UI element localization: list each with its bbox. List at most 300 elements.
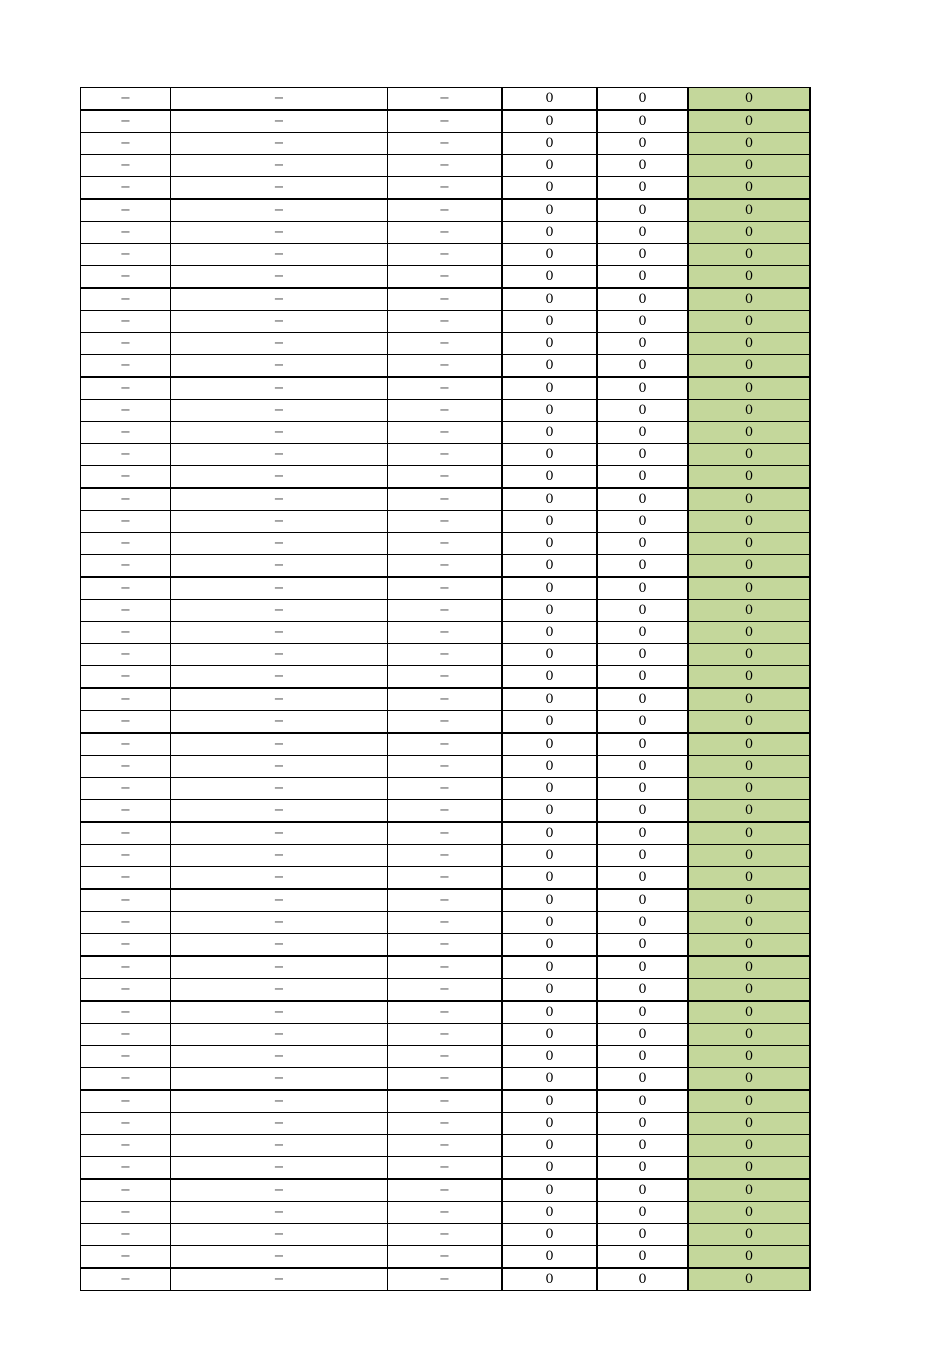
- code-cell[interactable]: −: [388, 1046, 503, 1068]
- code-cell[interactable]: −: [388, 577, 503, 600]
- code-cell[interactable]: −: [388, 1024, 503, 1046]
- quantity-a-cell[interactable]: 0: [502, 622, 597, 644]
- name-cell[interactable]: −: [171, 733, 388, 756]
- quantity-b-cell[interactable]: 0: [597, 889, 688, 912]
- code-cell[interactable]: −: [388, 1268, 503, 1291]
- name-cell[interactable]: −: [171, 422, 388, 444]
- name-cell[interactable]: −: [171, 222, 388, 244]
- id-cell[interactable]: −: [81, 1068, 171, 1091]
- code-cell[interactable]: −: [388, 1090, 503, 1113]
- total-cell[interactable]: 0: [688, 311, 810, 333]
- id-cell[interactable]: −: [81, 355, 171, 378]
- total-cell[interactable]: 0: [688, 577, 810, 600]
- name-cell[interactable]: −: [171, 266, 388, 289]
- code-cell[interactable]: −: [388, 444, 503, 466]
- code-cell[interactable]: −: [388, 266, 503, 289]
- total-cell[interactable]: 0: [688, 1157, 810, 1180]
- total-cell[interactable]: 0: [688, 1024, 810, 1046]
- quantity-b-cell[interactable]: 0: [597, 666, 688, 689]
- id-cell[interactable]: −: [81, 110, 171, 133]
- quantity-a-cell[interactable]: 0: [502, 1246, 597, 1269]
- quantity-a-cell[interactable]: 0: [502, 577, 597, 600]
- quantity-b-cell[interactable]: 0: [597, 756, 688, 778]
- quantity-a-cell[interactable]: 0: [502, 822, 597, 845]
- name-cell[interactable]: −: [171, 644, 388, 666]
- id-cell[interactable]: −: [81, 1024, 171, 1046]
- quantity-a-cell[interactable]: 0: [502, 422, 597, 444]
- id-cell[interactable]: −: [81, 1202, 171, 1224]
- total-cell[interactable]: 0: [688, 511, 810, 533]
- quantity-b-cell[interactable]: 0: [597, 377, 688, 400]
- id-cell[interactable]: −: [81, 666, 171, 689]
- total-cell[interactable]: 0: [688, 222, 810, 244]
- code-cell[interactable]: −: [388, 688, 503, 711]
- total-cell[interactable]: 0: [688, 1202, 810, 1224]
- total-cell[interactable]: 0: [688, 133, 810, 155]
- id-cell[interactable]: −: [81, 956, 171, 979]
- quantity-b-cell[interactable]: 0: [597, 1224, 688, 1246]
- quantity-b-cell[interactable]: 0: [597, 1001, 688, 1024]
- total-cell[interactable]: 0: [688, 266, 810, 289]
- code-cell[interactable]: −: [388, 511, 503, 533]
- total-cell[interactable]: 0: [688, 1135, 810, 1157]
- name-cell[interactable]: −: [171, 1068, 388, 1091]
- name-cell[interactable]: −: [171, 488, 388, 511]
- quantity-b-cell[interactable]: 0: [597, 355, 688, 378]
- name-cell[interactable]: −: [171, 1090, 388, 1113]
- quantity-a-cell[interactable]: 0: [502, 199, 597, 222]
- name-cell[interactable]: −: [171, 912, 388, 934]
- total-cell[interactable]: 0: [688, 244, 810, 266]
- id-cell[interactable]: −: [81, 688, 171, 711]
- id-cell[interactable]: −: [81, 244, 171, 266]
- name-cell[interactable]: −: [171, 666, 388, 689]
- code-cell[interactable]: −: [388, 333, 503, 355]
- quantity-a-cell[interactable]: 0: [502, 533, 597, 555]
- name-cell[interactable]: −: [171, 555, 388, 578]
- total-cell[interactable]: 0: [688, 555, 810, 578]
- quantity-b-cell[interactable]: 0: [597, 155, 688, 177]
- quantity-b-cell[interactable]: 0: [597, 400, 688, 422]
- quantity-b-cell[interactable]: 0: [597, 1246, 688, 1269]
- quantity-b-cell[interactable]: 0: [597, 577, 688, 600]
- name-cell[interactable]: −: [171, 400, 388, 422]
- code-cell[interactable]: −: [388, 733, 503, 756]
- name-cell[interactable]: −: [171, 800, 388, 823]
- code-cell[interactable]: −: [388, 1246, 503, 1269]
- total-cell[interactable]: 0: [688, 288, 810, 311]
- quantity-a-cell[interactable]: 0: [502, 934, 597, 957]
- quantity-b-cell[interactable]: 0: [597, 644, 688, 666]
- total-cell[interactable]: 0: [688, 867, 810, 890]
- name-cell[interactable]: −: [171, 956, 388, 979]
- quantity-a-cell[interactable]: 0: [502, 867, 597, 890]
- code-cell[interactable]: −: [388, 533, 503, 555]
- id-cell[interactable]: −: [81, 311, 171, 333]
- code-cell[interactable]: −: [388, 778, 503, 800]
- total-cell[interactable]: 0: [688, 934, 810, 957]
- id-cell[interactable]: −: [81, 845, 171, 867]
- quantity-b-cell[interactable]: 0: [597, 177, 688, 200]
- name-cell[interactable]: −: [171, 110, 388, 133]
- quantity-a-cell[interactable]: 0: [502, 222, 597, 244]
- quantity-a-cell[interactable]: 0: [502, 1046, 597, 1068]
- code-cell[interactable]: −: [388, 422, 503, 444]
- quantity-a-cell[interactable]: 0: [502, 1202, 597, 1224]
- name-cell[interactable]: −: [171, 688, 388, 711]
- total-cell[interactable]: 0: [688, 800, 810, 823]
- quantity-a-cell[interactable]: 0: [502, 956, 597, 979]
- quantity-a-cell[interactable]: 0: [502, 889, 597, 912]
- quantity-a-cell[interactable]: 0: [502, 1068, 597, 1091]
- name-cell[interactable]: −: [171, 1246, 388, 1269]
- code-cell[interactable]: −: [388, 979, 503, 1002]
- code-cell[interactable]: −: [388, 1113, 503, 1135]
- name-cell[interactable]: −: [171, 577, 388, 600]
- quantity-b-cell[interactable]: 0: [597, 600, 688, 622]
- quantity-a-cell[interactable]: 0: [502, 845, 597, 867]
- id-cell[interactable]: −: [81, 934, 171, 957]
- name-cell[interactable]: −: [171, 778, 388, 800]
- name-cell[interactable]: −: [171, 1157, 388, 1180]
- code-cell[interactable]: −: [388, 666, 503, 689]
- code-cell[interactable]: −: [388, 244, 503, 266]
- code-cell[interactable]: −: [388, 1135, 503, 1157]
- code-cell[interactable]: −: [388, 177, 503, 200]
- code-cell[interactable]: −: [388, 311, 503, 333]
- id-cell[interactable]: −: [81, 488, 171, 511]
- id-cell[interactable]: −: [81, 1001, 171, 1024]
- total-cell[interactable]: 0: [688, 778, 810, 800]
- id-cell[interactable]: −: [81, 222, 171, 244]
- quantity-a-cell[interactable]: 0: [502, 311, 597, 333]
- code-cell[interactable]: −: [388, 1202, 503, 1224]
- code-cell[interactable]: −: [388, 756, 503, 778]
- name-cell[interactable]: −: [171, 177, 388, 200]
- total-cell[interactable]: 0: [688, 400, 810, 422]
- total-cell[interactable]: 0: [688, 110, 810, 133]
- code-cell[interactable]: −: [388, 199, 503, 222]
- quantity-a-cell[interactable]: 0: [502, 1157, 597, 1180]
- quantity-a-cell[interactable]: 0: [502, 600, 597, 622]
- id-cell[interactable]: −: [81, 733, 171, 756]
- name-cell[interactable]: −: [171, 1024, 388, 1046]
- id-cell[interactable]: −: [81, 622, 171, 644]
- total-cell[interactable]: 0: [688, 912, 810, 934]
- id-cell[interactable]: −: [81, 266, 171, 289]
- name-cell[interactable]: −: [171, 1135, 388, 1157]
- quantity-a-cell[interactable]: 0: [502, 511, 597, 533]
- id-cell[interactable]: −: [81, 577, 171, 600]
- quantity-b-cell[interactable]: 0: [597, 1202, 688, 1224]
- quantity-b-cell[interactable]: 0: [597, 422, 688, 444]
- quantity-a-cell[interactable]: 0: [502, 110, 597, 133]
- total-cell[interactable]: 0: [688, 688, 810, 711]
- id-cell[interactable]: −: [81, 333, 171, 355]
- total-cell[interactable]: 0: [688, 1068, 810, 1091]
- quantity-a-cell[interactable]: 0: [502, 333, 597, 355]
- name-cell[interactable]: −: [171, 600, 388, 622]
- id-cell[interactable]: −: [81, 800, 171, 823]
- id-cell[interactable]: −: [81, 155, 171, 177]
- id-cell[interactable]: −: [81, 422, 171, 444]
- name-cell[interactable]: −: [171, 1268, 388, 1291]
- id-cell[interactable]: −: [81, 889, 171, 912]
- code-cell[interactable]: −: [388, 889, 503, 912]
- code-cell[interactable]: −: [388, 133, 503, 155]
- code-cell[interactable]: −: [388, 1068, 503, 1091]
- quantity-a-cell[interactable]: 0: [502, 666, 597, 689]
- total-cell[interactable]: 0: [688, 1090, 810, 1113]
- total-cell[interactable]: 0: [688, 889, 810, 912]
- total-cell[interactable]: 0: [688, 377, 810, 400]
- total-cell[interactable]: 0: [688, 733, 810, 756]
- quantity-b-cell[interactable]: 0: [597, 1179, 688, 1202]
- id-cell[interactable]: −: [81, 644, 171, 666]
- code-cell[interactable]: −: [388, 1179, 503, 1202]
- quantity-b-cell[interactable]: 0: [597, 1268, 688, 1291]
- id-cell[interactable]: −: [81, 711, 171, 734]
- quantity-b-cell[interactable]: 0: [597, 288, 688, 311]
- code-cell[interactable]: −: [388, 711, 503, 734]
- code-cell[interactable]: −: [388, 88, 503, 111]
- total-cell[interactable]: 0: [688, 355, 810, 378]
- total-cell[interactable]: 0: [688, 88, 810, 111]
- name-cell[interactable]: −: [171, 199, 388, 222]
- name-cell[interactable]: −: [171, 355, 388, 378]
- name-cell[interactable]: −: [171, 822, 388, 845]
- total-cell[interactable]: 0: [688, 466, 810, 489]
- quantity-a-cell[interactable]: 0: [502, 88, 597, 111]
- quantity-a-cell[interactable]: 0: [502, 644, 597, 666]
- name-cell[interactable]: −: [171, 979, 388, 1002]
- code-cell[interactable]: −: [388, 555, 503, 578]
- code-cell[interactable]: −: [388, 867, 503, 890]
- quantity-a-cell[interactable]: 0: [502, 1179, 597, 1202]
- code-cell[interactable]: −: [388, 912, 503, 934]
- id-cell[interactable]: −: [81, 555, 171, 578]
- total-cell[interactable]: 0: [688, 155, 810, 177]
- quantity-a-cell[interactable]: 0: [502, 688, 597, 711]
- total-cell[interactable]: 0: [688, 533, 810, 555]
- name-cell[interactable]: −: [171, 867, 388, 890]
- quantity-a-cell[interactable]: 0: [502, 400, 597, 422]
- id-cell[interactable]: −: [81, 867, 171, 890]
- code-cell[interactable]: −: [388, 355, 503, 378]
- quantity-b-cell[interactable]: 0: [597, 466, 688, 489]
- quantity-a-cell[interactable]: 0: [502, 244, 597, 266]
- total-cell[interactable]: 0: [688, 333, 810, 355]
- id-cell[interactable]: −: [81, 600, 171, 622]
- code-cell[interactable]: −: [388, 622, 503, 644]
- name-cell[interactable]: −: [171, 133, 388, 155]
- quantity-b-cell[interactable]: 0: [597, 622, 688, 644]
- quantity-a-cell[interactable]: 0: [502, 266, 597, 289]
- quantity-a-cell[interactable]: 0: [502, 778, 597, 800]
- total-cell[interactable]: 0: [688, 711, 810, 734]
- quantity-b-cell[interactable]: 0: [597, 1113, 688, 1135]
- code-cell[interactable]: −: [388, 155, 503, 177]
- quantity-a-cell[interactable]: 0: [502, 756, 597, 778]
- id-cell[interactable]: −: [81, 1224, 171, 1246]
- name-cell[interactable]: −: [171, 311, 388, 333]
- name-cell[interactable]: −: [171, 333, 388, 355]
- id-cell[interactable]: −: [81, 1113, 171, 1135]
- total-cell[interactable]: 0: [688, 1001, 810, 1024]
- id-cell[interactable]: −: [81, 979, 171, 1002]
- total-cell[interactable]: 0: [688, 177, 810, 200]
- name-cell[interactable]: −: [171, 889, 388, 912]
- id-cell[interactable]: −: [81, 1246, 171, 1269]
- name-cell[interactable]: −: [171, 244, 388, 266]
- code-cell[interactable]: −: [388, 822, 503, 845]
- id-cell[interactable]: −: [81, 822, 171, 845]
- name-cell[interactable]: −: [171, 934, 388, 957]
- quantity-a-cell[interactable]: 0: [502, 444, 597, 466]
- code-cell[interactable]: −: [388, 800, 503, 823]
- name-cell[interactable]: −: [171, 1179, 388, 1202]
- name-cell[interactable]: −: [171, 711, 388, 734]
- quantity-b-cell[interactable]: 0: [597, 1068, 688, 1091]
- id-cell[interactable]: −: [81, 778, 171, 800]
- id-cell[interactable]: −: [81, 466, 171, 489]
- code-cell[interactable]: −: [388, 110, 503, 133]
- name-cell[interactable]: −: [171, 1046, 388, 1068]
- name-cell[interactable]: −: [171, 622, 388, 644]
- name-cell[interactable]: −: [171, 511, 388, 533]
- quantity-b-cell[interactable]: 0: [597, 934, 688, 957]
- code-cell[interactable]: −: [388, 466, 503, 489]
- quantity-a-cell[interactable]: 0: [502, 800, 597, 823]
- quantity-b-cell[interactable]: 0: [597, 956, 688, 979]
- name-cell[interactable]: −: [171, 845, 388, 867]
- id-cell[interactable]: −: [81, 912, 171, 934]
- quantity-b-cell[interactable]: 0: [597, 1024, 688, 1046]
- code-cell[interactable]: −: [388, 934, 503, 957]
- code-cell[interactable]: −: [388, 1224, 503, 1246]
- id-cell[interactable]: −: [81, 533, 171, 555]
- quantity-b-cell[interactable]: 0: [597, 1090, 688, 1113]
- total-cell[interactable]: 0: [688, 488, 810, 511]
- quantity-b-cell[interactable]: 0: [597, 912, 688, 934]
- quantity-b-cell[interactable]: 0: [597, 444, 688, 466]
- total-cell[interactable]: 0: [688, 600, 810, 622]
- quantity-a-cell[interactable]: 0: [502, 377, 597, 400]
- id-cell[interactable]: −: [81, 1135, 171, 1157]
- quantity-a-cell[interactable]: 0: [502, 1001, 597, 1024]
- quantity-b-cell[interactable]: 0: [597, 511, 688, 533]
- total-cell[interactable]: 0: [688, 979, 810, 1002]
- code-cell[interactable]: −: [388, 222, 503, 244]
- quantity-b-cell[interactable]: 0: [597, 688, 688, 711]
- quantity-b-cell[interactable]: 0: [597, 778, 688, 800]
- quantity-a-cell[interactable]: 0: [502, 711, 597, 734]
- total-cell[interactable]: 0: [688, 956, 810, 979]
- total-cell[interactable]: 0: [688, 422, 810, 444]
- name-cell[interactable]: −: [171, 88, 388, 111]
- quantity-a-cell[interactable]: 0: [502, 133, 597, 155]
- quantity-b-cell[interactable]: 0: [597, 133, 688, 155]
- name-cell[interactable]: −: [171, 444, 388, 466]
- quantity-b-cell[interactable]: 0: [597, 867, 688, 890]
- total-cell[interactable]: 0: [688, 622, 810, 644]
- quantity-b-cell[interactable]: 0: [597, 244, 688, 266]
- name-cell[interactable]: −: [171, 533, 388, 555]
- quantity-a-cell[interactable]: 0: [502, 733, 597, 756]
- quantity-a-cell[interactable]: 0: [502, 488, 597, 511]
- id-cell[interactable]: −: [81, 1046, 171, 1068]
- quantity-b-cell[interactable]: 0: [597, 1046, 688, 1068]
- quantity-a-cell[interactable]: 0: [502, 1135, 597, 1157]
- quantity-b-cell[interactable]: 0: [597, 555, 688, 578]
- quantity-a-cell[interactable]: 0: [502, 288, 597, 311]
- total-cell[interactable]: 0: [688, 444, 810, 466]
- id-cell[interactable]: −: [81, 400, 171, 422]
- quantity-b-cell[interactable]: 0: [597, 1135, 688, 1157]
- quantity-a-cell[interactable]: 0: [502, 1224, 597, 1246]
- id-cell[interactable]: −: [81, 444, 171, 466]
- quantity-b-cell[interactable]: 0: [597, 533, 688, 555]
- id-cell[interactable]: −: [81, 199, 171, 222]
- id-cell[interactable]: −: [81, 377, 171, 400]
- total-cell[interactable]: 0: [688, 1224, 810, 1246]
- quantity-b-cell[interactable]: 0: [597, 979, 688, 1002]
- code-cell[interactable]: −: [388, 488, 503, 511]
- total-cell[interactable]: 0: [688, 1046, 810, 1068]
- id-cell[interactable]: −: [81, 1090, 171, 1113]
- quantity-a-cell[interactable]: 0: [502, 177, 597, 200]
- quantity-b-cell[interactable]: 0: [597, 199, 688, 222]
- quantity-a-cell[interactable]: 0: [502, 979, 597, 1002]
- total-cell[interactable]: 0: [688, 1268, 810, 1291]
- code-cell[interactable]: −: [388, 644, 503, 666]
- id-cell[interactable]: −: [81, 1179, 171, 1202]
- quantity-b-cell[interactable]: 0: [597, 822, 688, 845]
- total-cell[interactable]: 0: [688, 1179, 810, 1202]
- quantity-a-cell[interactable]: 0: [502, 1090, 597, 1113]
- quantity-b-cell[interactable]: 0: [597, 311, 688, 333]
- quantity-b-cell[interactable]: 0: [597, 222, 688, 244]
- code-cell[interactable]: −: [388, 400, 503, 422]
- quantity-a-cell[interactable]: 0: [502, 466, 597, 489]
- quantity-b-cell[interactable]: 0: [597, 711, 688, 734]
- code-cell[interactable]: −: [388, 600, 503, 622]
- total-cell[interactable]: 0: [688, 822, 810, 845]
- quantity-b-cell[interactable]: 0: [597, 845, 688, 867]
- total-cell[interactable]: 0: [688, 644, 810, 666]
- quantity-b-cell[interactable]: 0: [597, 800, 688, 823]
- quantity-b-cell[interactable]: 0: [597, 733, 688, 756]
- quantity-b-cell[interactable]: 0: [597, 110, 688, 133]
- quantity-a-cell[interactable]: 0: [502, 1024, 597, 1046]
- quantity-a-cell[interactable]: 0: [502, 912, 597, 934]
- name-cell[interactable]: −: [171, 1202, 388, 1224]
- id-cell[interactable]: −: [81, 133, 171, 155]
- total-cell[interactable]: 0: [688, 666, 810, 689]
- quantity-b-cell[interactable]: 0: [597, 488, 688, 511]
- quantity-a-cell[interactable]: 0: [502, 1113, 597, 1135]
- code-cell[interactable]: −: [388, 377, 503, 400]
- code-cell[interactable]: −: [388, 288, 503, 311]
- name-cell[interactable]: −: [171, 1113, 388, 1135]
- id-cell[interactable]: −: [81, 511, 171, 533]
- id-cell[interactable]: −: [81, 288, 171, 311]
- quantity-b-cell[interactable]: 0: [597, 333, 688, 355]
- id-cell[interactable]: −: [81, 1268, 171, 1291]
- id-cell[interactable]: −: [81, 177, 171, 200]
- total-cell[interactable]: 0: [688, 1246, 810, 1269]
- quantity-a-cell[interactable]: 0: [502, 355, 597, 378]
